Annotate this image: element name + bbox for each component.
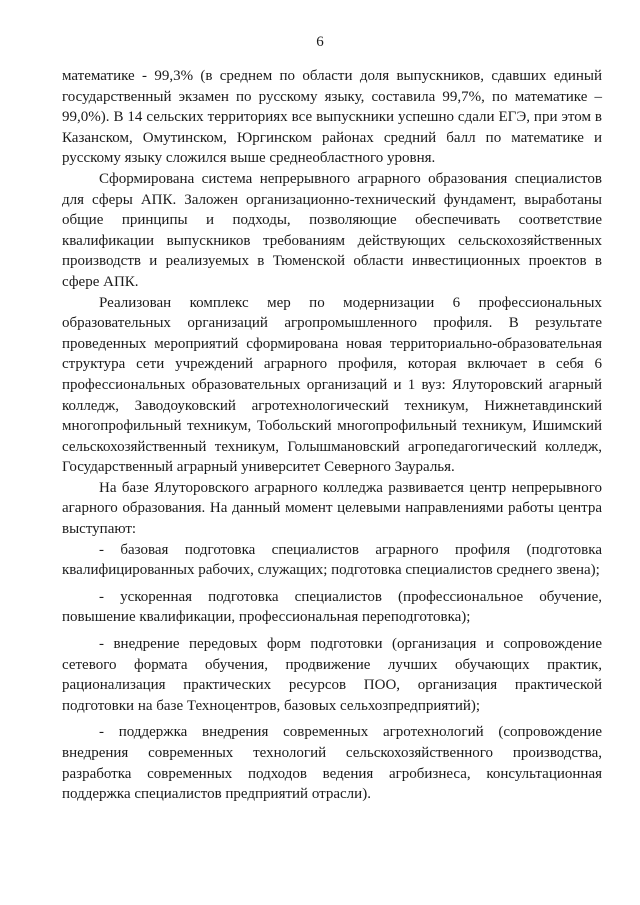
paragraph-modernization: Реализован комплекс мер по модернизации 6 профессиональных образовательных организаций агропромышленного профиля. В результате проведенных мероприятий сформирована новая территориально-образовательная структура сети учреждений аграрного профиля, которая включает в себя 6 профессиональных образовательных организаций и 1 вуз: Ялуторовский агарный колледж, Заводоуковский агротехнологический техникум, Нижнетавдинский многопрофильный техникум, Тобольский многопрофильный техникум, Ишимский сельскохозяйственный техникум, Голышмановский агропедагогический колледж, Государственный аграрный университет Северного Зауралья.	[62, 294, 602, 476]
list-item-agrotech-support: - поддержка внедрения современных агротехнологий (сопровождение внедрения современных технологий сельскохозяйственного производства, разработка современных подходов ведения агробизнеса, консультационная поддержка специалистов предприятий отрасли).	[62, 724, 602, 803]
list-item-advanced-forms: - внедрение передовых форм подготовки (организация и сопровождение сетевого формата обучения, продвижение лучших обучающих практик, рационализация практических ресурсов ПОО, организация практической подготовки на базе Техноцентров, базовых сельхозпредприятий);	[62, 636, 602, 714]
list-item-accelerated-training: - ускоренная подготовка специалистов (профессиональное обучение, повышение квалификации, профессиональная переподготовка);	[62, 588, 602, 626]
document-body	[62, 66, 602, 805]
paragraph-exam-results: математике - 99,3% (в среднем по области доля выпускников, сдавших единый государственный экзамен по русскому языку, составила 99,7%, по математике – 99,0%). В 14 сельских территориях все выпускники успешно сдали ЕГЭ, при этом в Казанском, Омутинском, Юргинском районах средний балл по математике и русскому языку сложился выше среднеобластного уровня.	[62, 68, 602, 167]
paragraph-yalutorovsk-center: На базе Ялуторовского аграрного колледжа развивается центр непрерывного агарного образования. На данный момент целевыми направлениями работы центра выступают:	[62, 479, 602, 538]
page-number: 6	[316, 34, 324, 50]
list-item-basic-training: - базовая подготовка специалистов аграрного профиля (подготовка квалифицированных рабочих, служащих; подготовка специалистов среднего звена);	[62, 541, 602, 579]
paragraph-agrarian-education-system: Сформирована система непрерывного аграрного образования специалистов для сферы АПК. Заложен организационно-технический фундамент, выработаны общие принципы и подходы, позволяющие обеспечивать соответствие квалификации выпускников требованиям действующих сельскохозяйственных производств и реализуемых в Тюменской области инвестиционных проектов в сфере АПК.	[62, 170, 602, 290]
